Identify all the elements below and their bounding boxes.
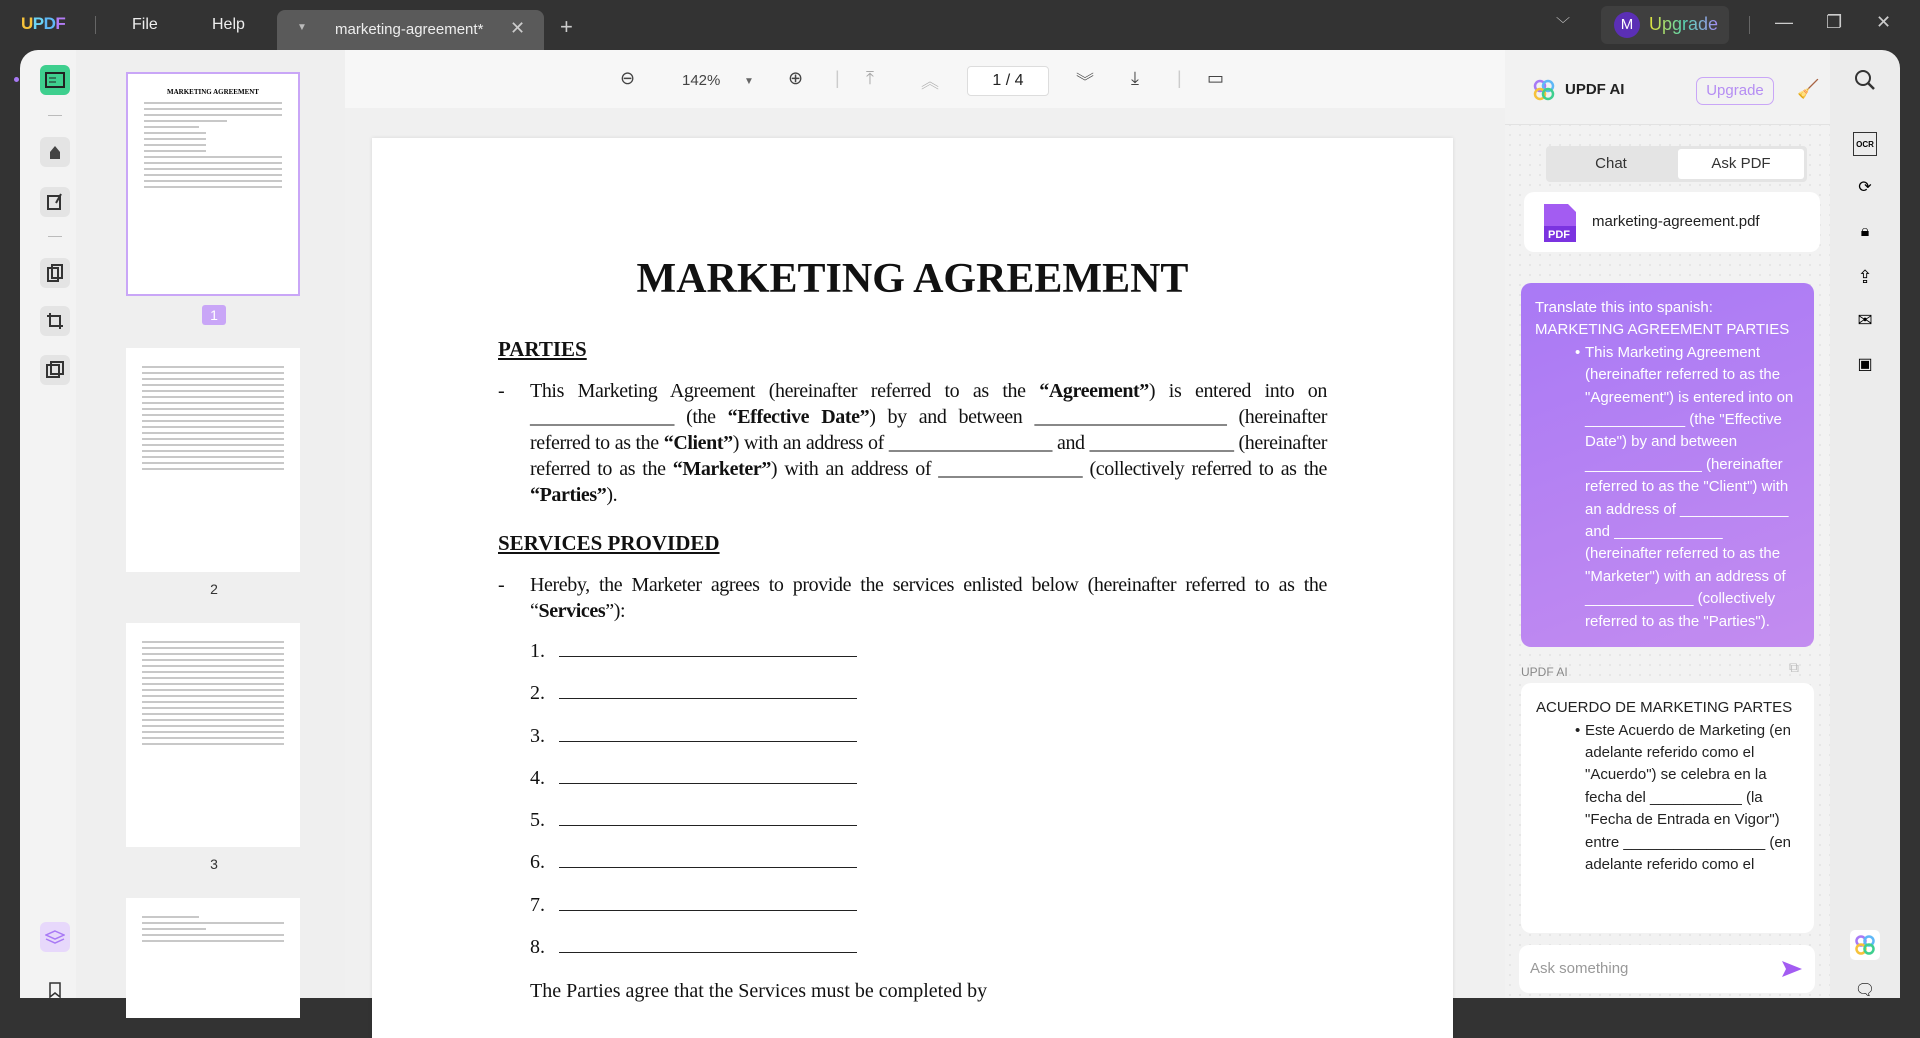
presentation-icon[interactable]: ▭	[1207, 68, 1225, 88]
list-number: 6.	[530, 851, 545, 874]
text-run: Services	[538, 600, 606, 622]
page-number-3: 3	[210, 856, 218, 872]
blank-line	[559, 766, 857, 784]
title-bar	[0, 0, 1920, 50]
text-run: ) is entered into on _______________ (the	[530, 380, 1327, 428]
new-tab-icon[interactable]: +	[560, 14, 573, 39]
text-run: ”):	[605, 600, 626, 622]
convert-icon[interactable]: ⟳	[1858, 179, 1872, 196]
message-line: Translate this into spanish:	[1535, 299, 1713, 316]
restore-icon[interactable]: ❐	[1826, 12, 1843, 32]
left-tool-bar	[20, 50, 76, 998]
compare-icon[interactable]	[40, 355, 70, 385]
blank-line	[559, 724, 857, 742]
document-viewer	[345, 50, 1505, 1003]
blank-line	[559, 639, 857, 657]
zoom-dropdown-icon[interactable]: ▼	[744, 76, 754, 87]
response-label: UPDF AI	[1521, 665, 1568, 680]
minimize-icon[interactable]: —	[1775, 12, 1793, 32]
ask-placeholder: Ask something	[1530, 960, 1629, 977]
divider: |	[1177, 68, 1182, 88]
protect-icon[interactable]: 🔒︎	[1860, 223, 1870, 240]
thumbnail-page-3[interactable]	[126, 623, 300, 847]
zoom-out-icon[interactable]: ⊖	[620, 68, 636, 88]
zoom-in-icon[interactable]: ⊕	[788, 68, 804, 88]
menu-file[interactable]: File	[132, 16, 158, 33]
services-heading: SERVICES PROVIDED	[498, 531, 720, 555]
ocr-icon[interactable]: OCR	[1853, 132, 1877, 156]
blank-line	[559, 681, 857, 699]
blank-line	[559, 850, 857, 868]
attached-file[interactable]	[1524, 192, 1820, 252]
blank-line	[559, 808, 857, 826]
ai-title: UPDF AI	[1565, 81, 1625, 98]
text-run: ) by and between ____________________ (hereinafter referred to as the	[530, 406, 1327, 454]
organize-pages-icon[interactable]	[40, 258, 70, 288]
search-icon[interactable]	[1853, 68, 1877, 92]
crop-icon[interactable]	[40, 306, 70, 336]
service-list-item	[530, 678, 1327, 720]
services-list	[530, 636, 1327, 974]
thumbnail-page-1[interactable]	[126, 72, 300, 296]
avatar: M	[1614, 12, 1640, 38]
updf-ai-logo-icon	[1533, 79, 1555, 101]
page-number-1: 1	[202, 305, 226, 325]
text-run: ) with an address of _______________ (collectively referred to as the	[770, 458, 1327, 480]
list-number: 8.	[530, 936, 545, 959]
ai-panel	[1505, 50, 1830, 998]
previous-page-icon[interactable]: ︽	[921, 72, 939, 92]
divider	[48, 115, 62, 116]
thumbnail-page-2[interactable]	[126, 348, 300, 572]
list-number: 4.	[530, 766, 545, 789]
close-window-icon[interactable]: ✕	[1876, 12, 1892, 32]
send-icon[interactable]	[1782, 961, 1802, 977]
updf-logo: UPDF	[21, 14, 66, 33]
response-heading: ACUERDO DE MARKETING PARTES	[1536, 699, 1793, 717]
tab-marketing-agreement[interactable]	[277, 10, 544, 50]
tab-dropdown-icon[interactable]: ▼	[297, 22, 307, 33]
svg-text:PDF: PDF	[1548, 229, 1570, 241]
copy-icon[interactable]: ⧉	[1789, 659, 1799, 676]
divider: |	[835, 68, 840, 88]
services-paragraph	[530, 572, 1327, 624]
divider	[1749, 16, 1750, 34]
service-list-item	[530, 847, 1327, 889]
email-icon[interactable]: ✉	[1857, 309, 1873, 330]
zoom-level[interactable]: 142%	[682, 72, 721, 89]
viewer-toolbar	[345, 50, 1505, 108]
bullet-dash: -	[498, 380, 505, 402]
first-page-icon[interactable]: ⤒	[866, 68, 874, 88]
blank-line	[559, 935, 857, 953]
ai-mode-tabs	[1546, 146, 1807, 182]
file-name: marketing-agreement.pdf	[1592, 213, 1760, 230]
pdf-file-icon	[1544, 204, 1576, 242]
page-number-input[interactable]: 1 / 4	[967, 66, 1049, 96]
bookmark-icon[interactable]	[40, 975, 70, 1005]
text-run: “Client”	[663, 432, 733, 454]
thumbnail-title: MARKETING AGREEMENT	[167, 88, 259, 96]
list-number: 7.	[530, 893, 545, 916]
page-number-2: 2	[210, 581, 218, 597]
bullet-dash: -	[498, 574, 505, 596]
divider	[48, 236, 62, 237]
layers-icon[interactable]	[40, 922, 70, 952]
service-list-item	[530, 805, 1327, 847]
service-list-item	[530, 721, 1327, 763]
upgrade-button[interactable]	[1601, 6, 1729, 44]
response-bullet: • Este Acuerdo de Marketing (en adelante referido como el "Acuerdo") se celebra en la fecha del ___________ (la "Fecha de Entrada en Vigor") entre _________________ (en adelante referido como el	[1585, 720, 1799, 877]
tab-ask-pdf[interactable]: Ask PDF	[1678, 149, 1804, 179]
user-message	[1521, 283, 1814, 647]
save-icon[interactable]: ▣	[1857, 356, 1873, 373]
edit-pdf-icon[interactable]	[40, 187, 70, 217]
service-list-item	[530, 890, 1327, 932]
ai-response	[1521, 683, 1814, 933]
service-list-item	[530, 763, 1327, 805]
ai-assistant-icon[interactable]	[1850, 930, 1880, 960]
text-run: “Marketer”	[672, 458, 771, 480]
parties-heading: PARTIES	[498, 337, 587, 361]
ai-header	[1505, 50, 1830, 125]
menu-help[interactable]: Help	[212, 16, 245, 33]
share-icon[interactable]: ⇪	[1857, 266, 1873, 287]
service-list-item	[530, 636, 1327, 678]
tab-title: marketing-agreement*	[335, 21, 484, 38]
message-line: MARKETING AGREEMENT PARTIES	[1535, 321, 1790, 339]
text-run: ).	[606, 484, 618, 506]
clear-brush-icon[interactable]: 🧹	[1797, 79, 1820, 99]
divider	[95, 16, 96, 34]
text-run: “Agreement”	[1039, 380, 1149, 402]
text-run: “Parties”	[530, 484, 607, 506]
highlighter-icon[interactable]	[40, 137, 70, 167]
tab-chat[interactable]: Chat	[1595, 155, 1627, 172]
thumbnail-page-4[interactable]	[126, 898, 300, 1018]
pdf-page	[372, 138, 1453, 1038]
response-label-row	[1521, 647, 1814, 683]
document-title: MARKETING AGREEMENT	[636, 256, 1189, 302]
list-number: 1.	[530, 640, 545, 662]
list-number: 5.	[530, 809, 545, 832]
next-page-icon[interactable]: ︾	[1076, 72, 1094, 92]
thumbnail-panel	[76, 50, 345, 998]
message-bullet: • This Marketing Agreement (hereinafter referred to as the "Agreement") is entered into on ____________ (the "Effective Date") by and between ______________ (hereinafter referred to as the "Client") with an address of _____________ and _____________ (hereinafter referred to as the "Marketer") with an address of _____________ (collectively referred to as the "Parties").	[1585, 342, 1800, 633]
text-run: Hereby, the Marketer agrees to provide the services enlisted below (hereinafter referred to as the “	[530, 574, 1327, 622]
ai-upgrade-button[interactable]: Upgrade	[1696, 77, 1774, 105]
upgrade-label: Upgrade	[1649, 14, 1719, 34]
reader-mode-icon[interactable]	[40, 65, 70, 95]
right-tool-bar	[1830, 50, 1900, 998]
indicator-dot	[14, 77, 19, 82]
close-tab-icon[interactable]: ✕	[510, 18, 526, 38]
list-number: 2.	[530, 682, 545, 705]
completion-paragraph: The Parties agree that the Services must be completed by	[530, 980, 988, 1003]
ask-input[interactable]	[1519, 945, 1815, 993]
blank-line	[559, 893, 857, 911]
last-page-icon[interactable]: ⤓	[1131, 68, 1139, 88]
chat-thread	[1521, 283, 1814, 933]
chevron-down-icon[interactable]: ﹀	[1556, 16, 1570, 32]
parties-paragraph	[530, 378, 1327, 508]
text-run: ) with an address of _________________ and _______________ (hereinafter referred to as the	[530, 432, 1327, 480]
text-run: This Marketing Agreement (hereinafter referred to as the	[530, 380, 1040, 402]
text-run: “Effective Date”	[727, 406, 870, 428]
comment-icon[interactable]: 🗨︎	[1854, 982, 1876, 999]
list-number: 3.	[530, 724, 545, 747]
service-list-item	[530, 932, 1327, 974]
